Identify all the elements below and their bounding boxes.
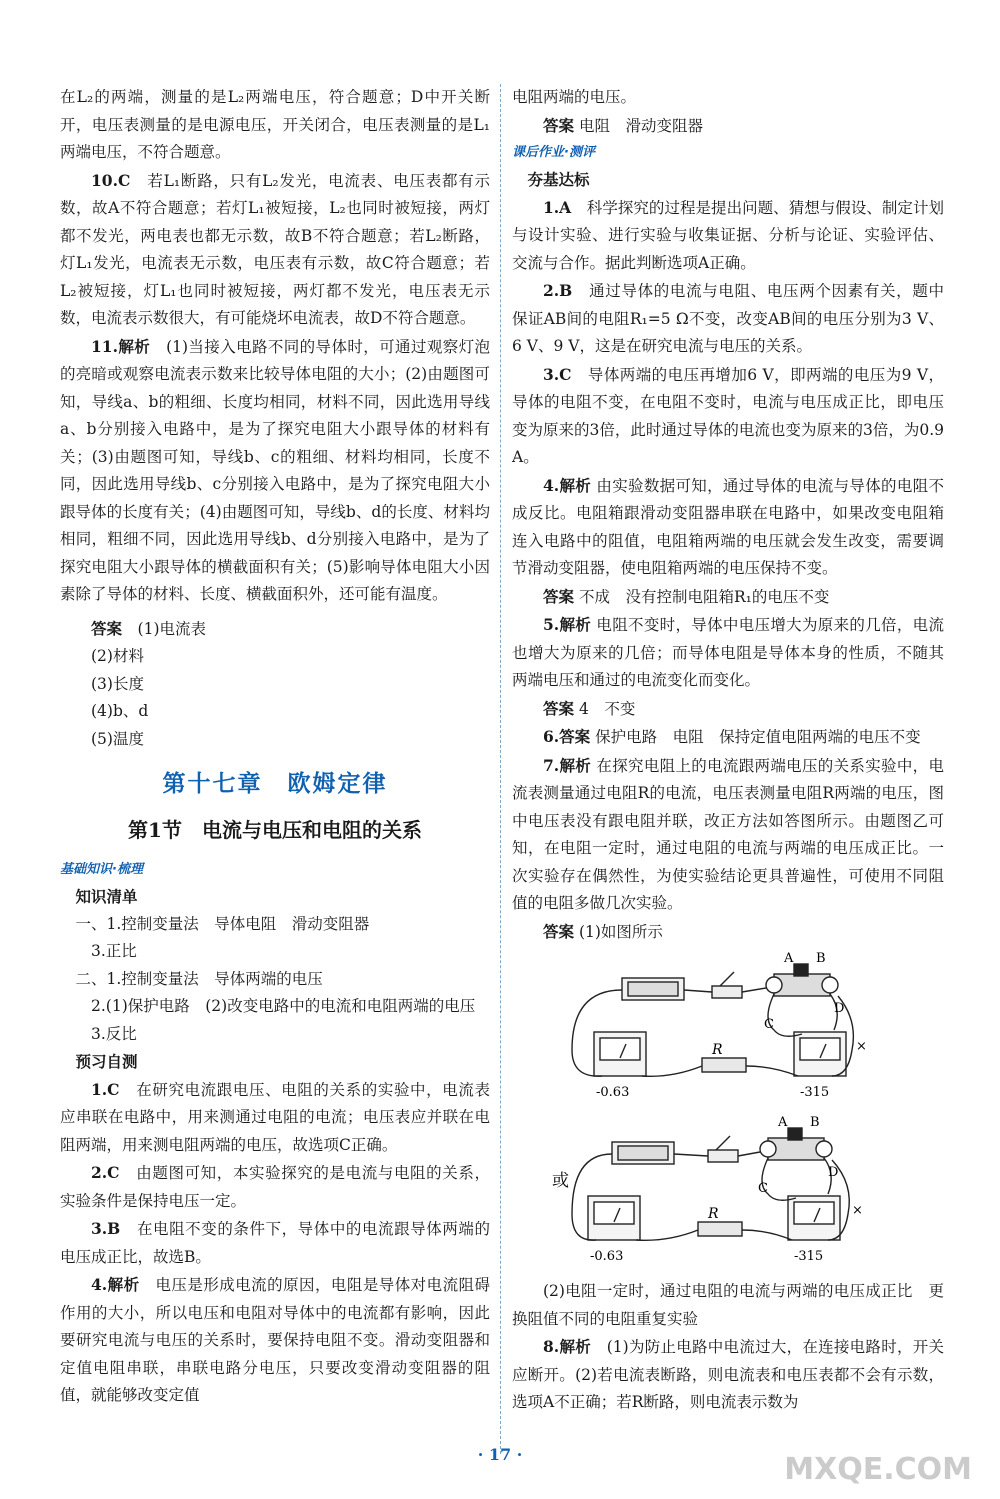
section-title: 第1节 电流与电压和电阻的关系 (128, 818, 422, 842)
label-C: C (764, 1017, 774, 1032)
answer-5 (512, 611, 944, 695)
answer-label: 答案 (543, 921, 575, 941)
answer-text: 电压是形成电流的原因，电阻是导体对电流阻碍作用的大小，所以电压和电阻对导体中的电流都有影响，因此要研究电流与电压的关系时，要保持电阻不变。滑动变阻器和定值电阻串联，串联电路分电压，只要改变滑动变阻器的阻值，就能够改变定值 (60, 1276, 490, 1404)
column-divider (500, 84, 502, 1454)
label-C: C (758, 1181, 768, 1196)
answer-1 (512, 194, 944, 278)
answer-text: 导体两端的电压再增加6 V，即两端的电压为9 V，导体的电阻不变，在电阻不变时，电流与电压成正比，即电压变为原来的3倍，此时通过导体的电流也变为原来的3倍，为0.9 A。 (512, 365, 944, 466)
answer-line (512, 112, 944, 141)
subheading: 知识清单 (75, 887, 138, 906)
switch-icon (708, 1150, 738, 1162)
voltmeter-terminals: -315 (800, 1085, 830, 1100)
resistor-icon (702, 1058, 746, 1072)
answer-label: 1.A (543, 197, 572, 217)
section-bar: 基础知识·梳理 (60, 862, 143, 877)
answer-text: 科学探究的过程是提出问题、猜想与假设、制定计划与设计实验、进行实验与收集证据、分析与论证、实验评估、交流与合作。据此判断选项A正确。 (512, 198, 944, 272)
label-D: D (834, 1001, 845, 1016)
answer-1 (60, 1076, 490, 1160)
answer-3 (60, 1215, 490, 1271)
answer-text: 4 不变 (578, 699, 636, 718)
answer-label: 7.解析 (543, 755, 592, 775)
chapter-title: 第十七章 欧姆定律 (162, 770, 388, 797)
answer-item: (4)b、d (91, 702, 149, 720)
answer-text: 由题图可知，本实验探究的是电流与电阻的关系，实验条件是保持电压一定。 (60, 1164, 490, 1210)
answer-label: 5.解析 (543, 615, 592, 634)
knowledge-item: 3.正比 (91, 942, 137, 960)
answer-text: 若L₁断路，只有L₂发光，电流表、电压表都有示数，故A不符合题意；若灯L₁被短接，L₂也同时被短接，两灯都不发光，两电表也都无示数，故B不符合题意；若L₂断路，灯L₁发光，电流表无示数，电压表有示数，故C符合题意；若L₂被短接，灯L₁也同时被短接，两灯都不发光，电压表无示数，电流表示数很大，有可能烧坏电流表，故D不符合题意。 (60, 171, 490, 327)
label-D: D (828, 1165, 839, 1180)
answer-text: 不成 没有控制电阻箱R₁的电压不变 (578, 587, 830, 606)
answer-label: 答案 (543, 115, 575, 135)
ammeter-terminals: -0.63 (596, 1085, 630, 1100)
answer-text: 在研究电流跟电压、电阻的关系的实验中，电流表应串联在电路中，用来测通过电阻的电流；电压表应并联在电阻两端，用来测电阻两端的电压，故选项C正确。 (60, 1080, 490, 1154)
answer-label: 8.解析 (543, 1337, 591, 1356)
subheading: 夯基达标 (527, 170, 590, 189)
answer-7 (512, 752, 944, 918)
answer-text: 通过导体的电流与电阻、电压两个因素有关，题中保证AB间的电阻R₁=5 Ω不变，改变AB间的电压分别为3 V、6 V、9 V，这是在研究电流与电压的关系。 (512, 282, 944, 355)
paragraph: 电阻两端的电压。 (512, 88, 637, 106)
answer-label: 答案 (543, 698, 575, 718)
label-R: R (712, 1042, 723, 1058)
answer-11 (60, 333, 490, 609)
answer-item: (3)长度 (91, 674, 144, 693)
answer-4 (512, 472, 944, 583)
watermark-logo: MXQE.COM (784, 1452, 972, 1487)
answer-10 (60, 167, 490, 333)
answer-label: 2.C (91, 1163, 120, 1182)
paragraph: 在L₂的两端，测量的是L₂两端电压，符合题意；D中开关断开，电压表测量的是电源电压，开关闭合，电压表测量的是L₁两端电压，不符合题意。 (60, 88, 490, 161)
answer-text: (1)为防止电路中电流过大，在连接电路时，开关应断开。(2)若电流表断路，则电流表和电压表都不会有示数，选项A不正确；若R断路，则电流表示数为 (512, 1338, 944, 1411)
answer-line (512, 918, 944, 947)
answer-text: 保护电路 电阻 保持定值电阻两端的电压不变 (595, 728, 921, 746)
label-R: R (708, 1206, 719, 1222)
label-x: × (852, 1203, 863, 1218)
answer-text: 在电阻不变的条件下，导体中的电流跟导体两端的电压成正比，故选B。 (60, 1220, 490, 1266)
answer-label: 4.解析 (91, 1275, 140, 1294)
answer-6 (512, 723, 944, 752)
answer-label: 答案 (543, 586, 575, 606)
answer-text: 在探究电阻上的电流跟两端电压的关系实验中，电流表测量通过电阻R的电流，电压表测量电阻R两端的电压，图中电压表没有跟电阻并联，改正方法如答图所示。由题图乙可知，在电阻一定时，通过电阻的电流与两端的电压成正比。一次实验存在偶然性，为使实验结论更具普遍性，可使用不同阻值的电阻多做几次实验。 (512, 756, 944, 912)
answer-label: 1.C (91, 1079, 120, 1099)
voltmeter-terminals: -315 (794, 1249, 824, 1264)
answer-label: 6.答案 (543, 727, 591, 746)
answer-label: 3.C (543, 364, 572, 384)
answer-text: 电阻不变时，导体中电压增大为原来的几倍，电流也增大为原来的几倍；而导体电阻是导体本身的性质，不随其两端电压和通过的电流变化而变化。 (512, 616, 944, 689)
answer-text: (1)当接入电路不同的导体时，可通过观察灯泡的亮暗或观察电流表示数来比较导体电阻的大小；(2)由题图可知，导线a、b的粗细、长度均相同，材料不同，因此选用导线a、b分别接入电路中，是为了探究电阻大小跟导体的材料有关；(3)由题图可知，导线b、c的粗细、材料均相同，长度不同，因此选用导线b、c分别接入电路中，是为了探究电阻大小跟导体的长度有关；(4)由题图可知，导线b、d的长度、材料均相同，粗细不同，因此选用导线b、d分别接入电路中，是为了探究电阻大小跟导体的横截面积有关；(5)影响导体电阻大小因素除了导体的材料、长度、横截面积外，还可能有温度。 (60, 337, 490, 603)
answer-label: 4.解析 (543, 475, 592, 495)
label-A: A (784, 951, 794, 966)
resistor-icon (698, 1222, 742, 1236)
answer-8 (512, 1333, 944, 1417)
left-column (60, 84, 490, 1410)
answer-label: 11.解析 (91, 336, 151, 356)
answer-2 (512, 277, 944, 361)
knowledge-item: 二、1.控制变量法 导体两端的电压 (75, 969, 323, 988)
right-column (512, 84, 944, 1417)
label-or: 或 (552, 1171, 569, 1191)
section-bar: 课后作业·测评 (512, 145, 595, 160)
answer-text: (1)如图所示 (578, 922, 663, 941)
knowledge-item: 3.反比 (91, 1024, 137, 1043)
label-B: B (810, 1115, 820, 1130)
answer-4 (60, 1271, 490, 1410)
answer-line (60, 615, 490, 644)
answer-label: 10.C (91, 170, 131, 190)
circuit-diagram (512, 950, 944, 1110)
answer-label: 2.B (543, 281, 573, 300)
page-number: · 17 · (477, 1445, 523, 1464)
circuit-diagram (512, 1114, 944, 1274)
answer-text: 由实验数据可知，通过导体的电流与导体的电阻不成反比。电阻箱跟滑动变阻器串联在电路中，如果改变电阻箱连入电路中的阻值，电阻箱两端的电压就会发生改变，需要调节滑动变阻器，使电阻箱两端的电压保持不变。 (512, 476, 944, 577)
answer-line (512, 695, 944, 724)
label-B: B (816, 951, 826, 966)
answer-line (512, 583, 944, 612)
answer-item: (1)电流表 (137, 619, 206, 638)
knowledge-item: 2.(1)保护电路 (2)改变电路中的电流和电阻两端的电压 (91, 997, 476, 1015)
answer-3 (512, 361, 944, 472)
label-x: × (856, 1039, 867, 1054)
answer-label: 3.B (91, 1219, 121, 1238)
answer-item: (2)材料 (91, 647, 144, 665)
circuit-figure-1 (512, 950, 944, 1110)
answer-text: 电阻 滑动变阻器 (578, 116, 703, 135)
answer-line: (2)电阻一定时，通过电阻的电流与两端的电压成正比 更换阻值不同的电阻重复实验 (512, 1282, 944, 1328)
switch-icon (712, 986, 742, 998)
answer-label: 答案 (91, 618, 123, 638)
knowledge-item: 一、1.控制变量法 导体电阻 滑动变阻器 (75, 914, 370, 933)
ammeter-terminals: -0.63 (590, 1249, 624, 1264)
answer-item: (5)温度 (91, 729, 144, 748)
circuit-figure-2 (512, 1114, 944, 1274)
label-A: A (778, 1115, 788, 1130)
subheading: 预习自测 (75, 1052, 138, 1071)
answer-2 (60, 1159, 490, 1215)
